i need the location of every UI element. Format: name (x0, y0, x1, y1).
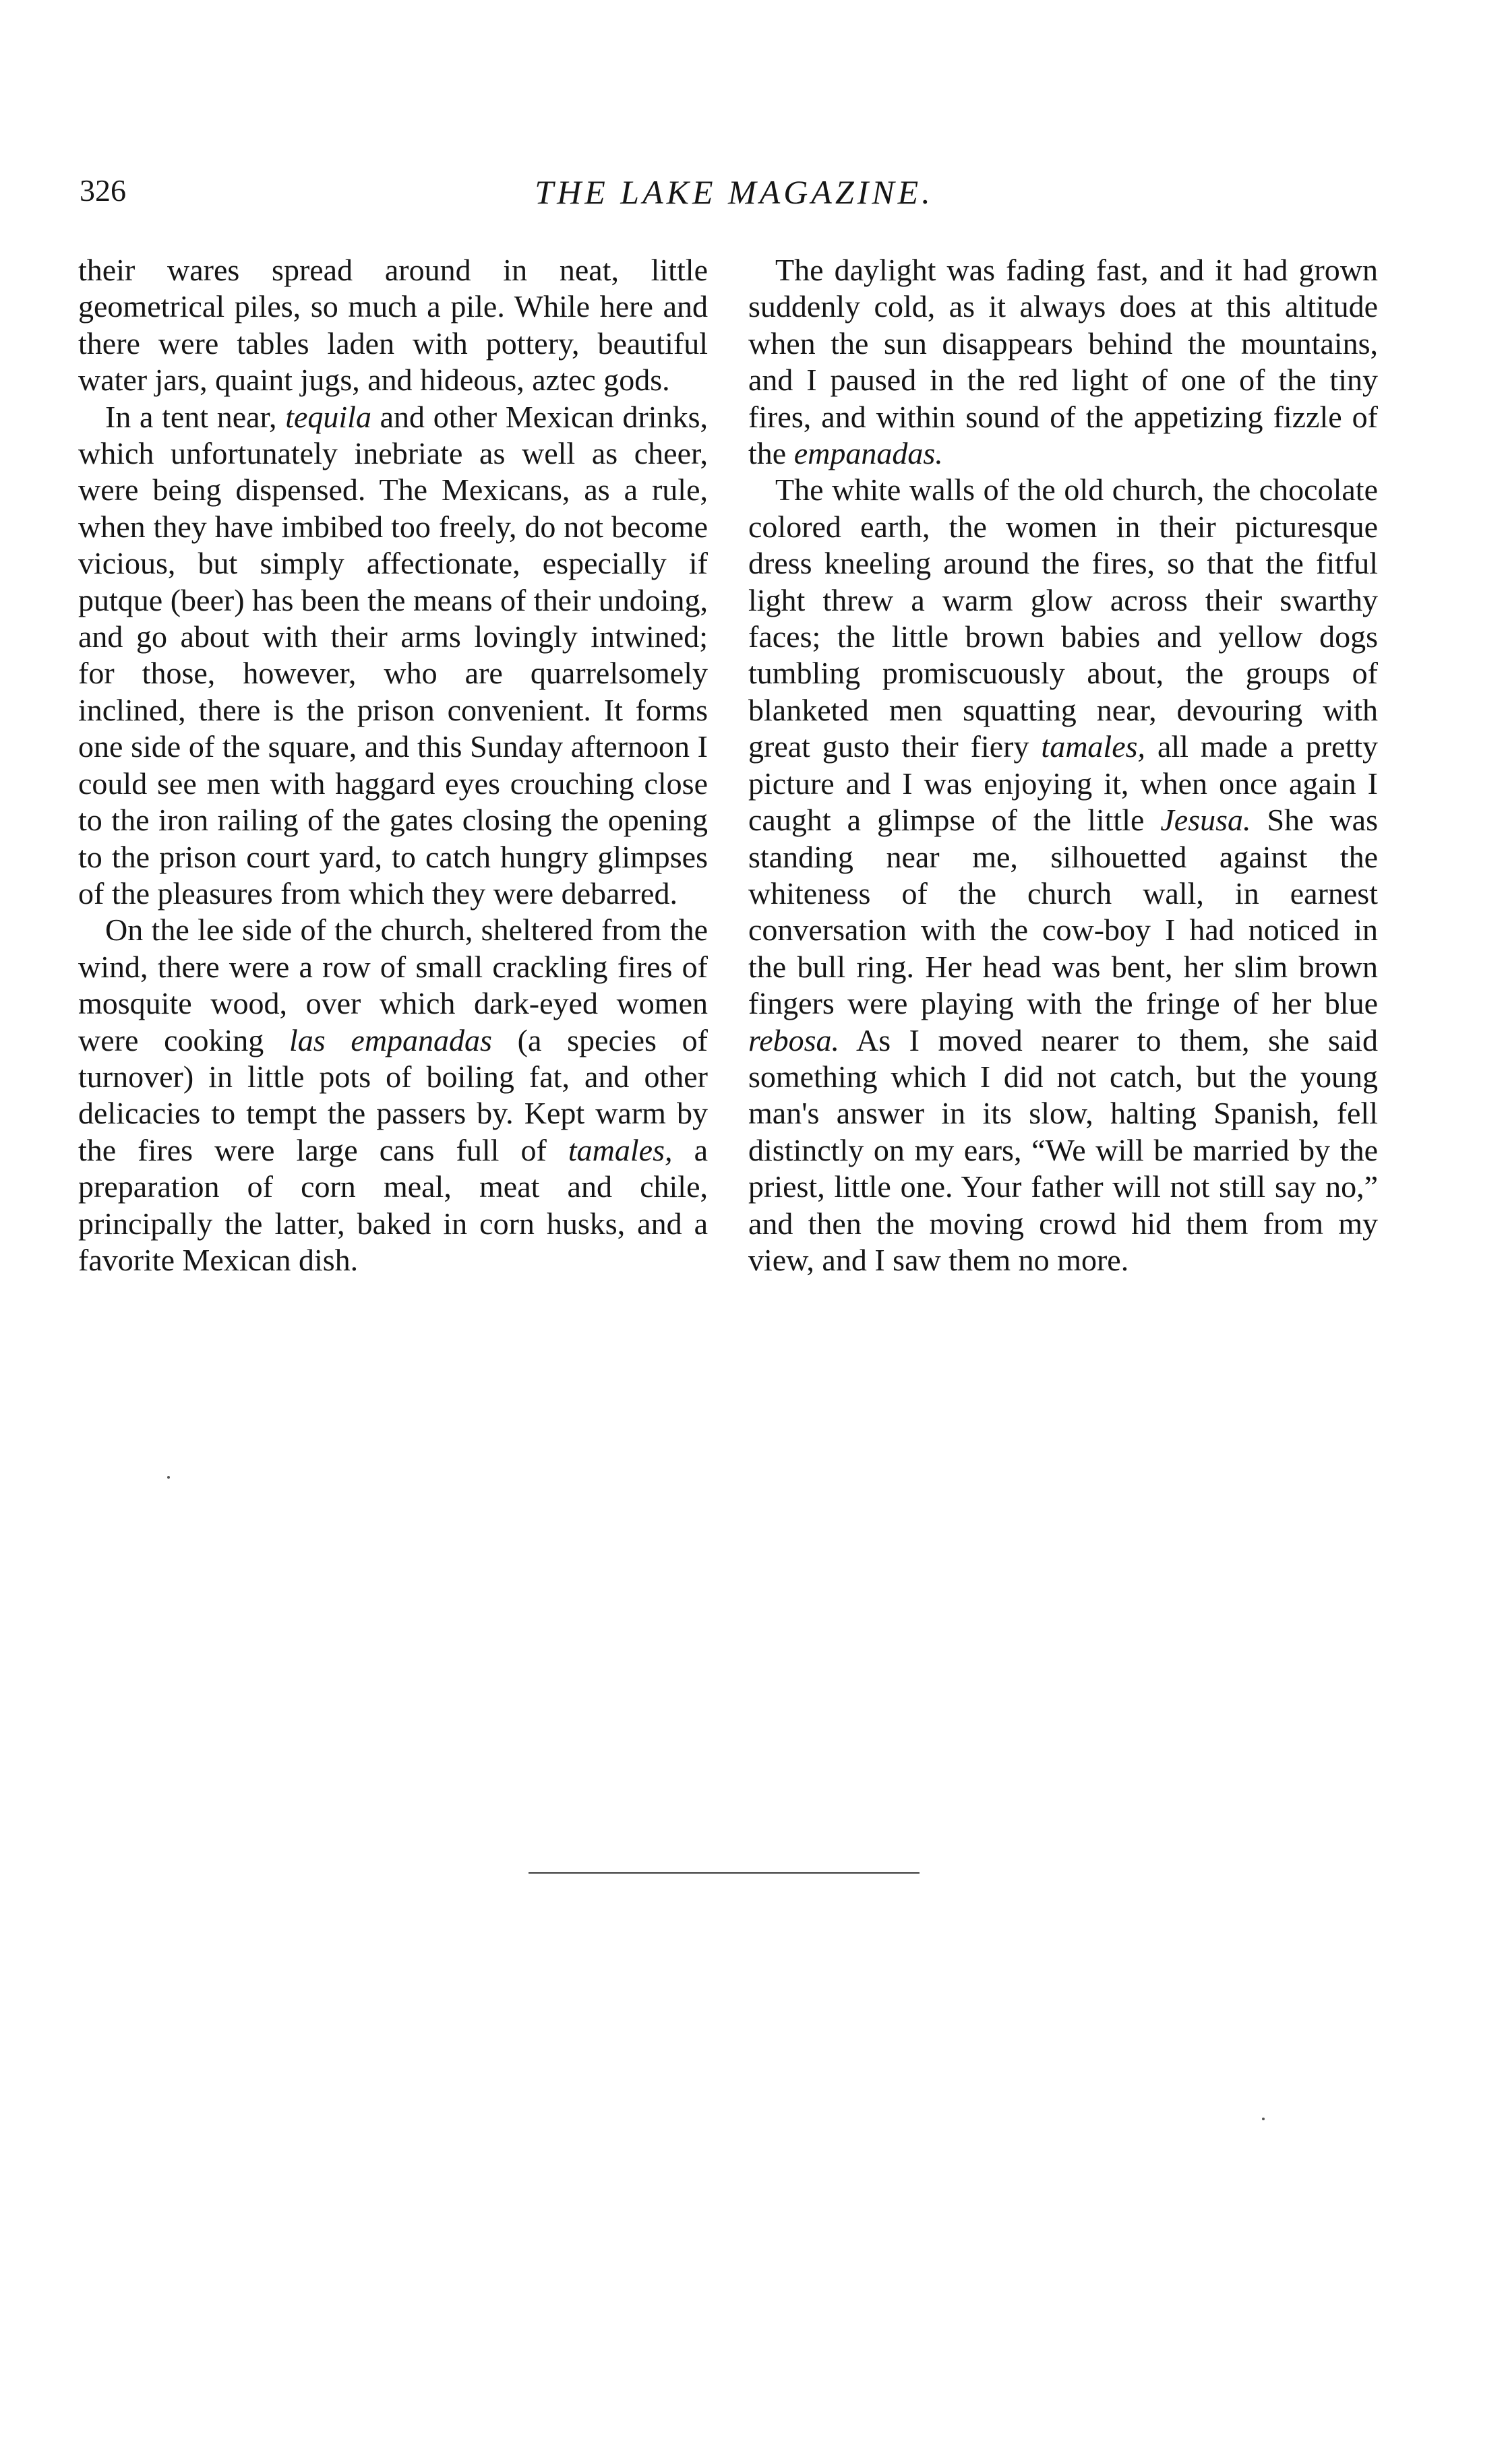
text-run: their wares spread around in neat, little geometrical piles, so much a pile. While here and there were tables laden with pottery, beautiful water jars, quaint jugs, and hideous, aztec gods. (78, 253, 708, 398)
running-header (80, 168, 1389, 216)
page-number: 326 (80, 173, 126, 208)
print-speck (1262, 2118, 1265, 2120)
italic-run: rebosa. (748, 1022, 840, 1057)
text-run: She was standing near me, silhouetted against the whiteness of the church wall, in earnest conversation with the cow-boy I had noticed in the bull ring. Her head was bent, her slim brown fingers were playing with the fringe of her blue (748, 803, 1378, 1021)
italic-run: tamales, (568, 1132, 673, 1167)
paragraph (78, 399, 708, 913)
text-run: a preparation of corn meal, meat and chile, principally the latter, baked in corn husks, and a favorite Mexican dish. (78, 1132, 708, 1277)
paragraph (748, 472, 1378, 1279)
italic-run: tamales, (1041, 729, 1146, 764)
italic-run: Jesusa. (1160, 803, 1251, 838)
paragraph (748, 252, 1378, 472)
paragraph (78, 912, 708, 1279)
text-run: On the lee side of the church, sheltered from the wind, there were a row of small crackling fires of mosquite wood, over which dark-eyed women were cooking (78, 913, 708, 1057)
text-run: The white walls of the old church, the chocolate colored earth, the women in their picturesque dress kneeling around the fires, so that the fitful light threw a warm glow across their swarthy faces; the little brown babies and yellow dogs tumbling promiscuously about, the groups of blanketed men squatting near, devouring with great gusto their fiery (748, 472, 1378, 764)
right-text-column (748, 252, 1378, 1279)
text-run: The daylight was fading fast, and it had grown suddenly cold, as it always does at this altitude when the sun disappears behind the mountains, and I paused in the red light of one of the tiny fires, and within sound of the appetizing fizzle of the (748, 253, 1378, 471)
text-run: As I moved nearer to them, she said something which I did not catch, but the young man's answer in its slow, halting Spanish, fell distinctly on my ears, “We will be married by the priest, little one. Your father will not still say no,” and then the moving crowd hid them from my view, and I saw them no more. (748, 1022, 1378, 1277)
left-text-column (78, 252, 708, 1279)
italic-run: empanadas. (793, 436, 943, 471)
text-run: all made a pretty picture and I was enjoying it, when once again I caught a glimpse of the little (748, 729, 1378, 838)
italic-run: tequila (285, 399, 371, 434)
running-title: THE LAKE MAGAZINE. (535, 173, 934, 211)
italic-run: las empanadas (289, 1022, 492, 1057)
end-of-article-rule (529, 1872, 920, 1874)
text-run: and other Mexican drinks, which unfortunately inebriate as well as cheer, were being dispensed. The Mexicans, as a rule, when they have imbibed too freely, do not become vicious, but simply affectionate, especially if putque (beer) has been the means of their undoing, and go about with their arms lovingly intwined; for those, however, who are quarrelsomely inclined, there is the prison convenient. It forms one side of the square, and this Sunday afternoon I could see men with haggard eyes crouching close to the iron railing of the gates closing the opening to the prison court yard, to catch hungry glimpses of the pleasures from which they were debarred. (78, 399, 708, 911)
paragraph (78, 252, 708, 399)
text-run: (a species of turnover) in little pots of boiling fat, and other delicacies to tempt the passers by. Kept warm by the fires were large cans full of (78, 1022, 708, 1167)
print-speck (167, 1476, 170, 1479)
text-run: In a tent near, (105, 399, 286, 434)
